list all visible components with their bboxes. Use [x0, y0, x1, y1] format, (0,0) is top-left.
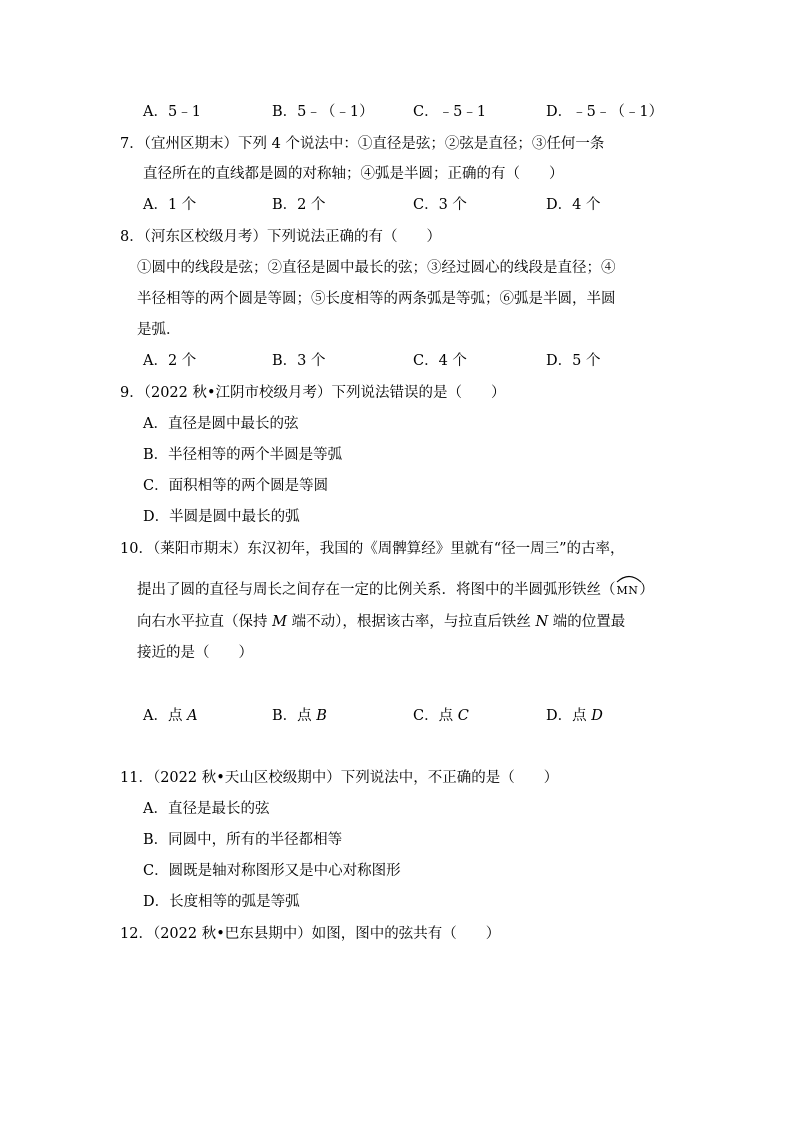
q10-option-b: [272, 706, 327, 726]
arc-mn: [616, 580, 640, 601]
q10-stem-line-3: [137, 612, 625, 632]
q10-stem-line-4: 接近的是（ ）: [137, 645, 253, 661]
q10-stem-line-3-part-c: 端的位置最: [548, 614, 626, 630]
q8-option-a: A．2 个: [143, 353, 197, 369]
q8-stem-line-2: ①圆中的线段是弦；②直径是圆中最长的弦；③经过圆心的线段是直径；④: [137, 260, 616, 276]
q8-option-b: B．3 个: [272, 353, 326, 369]
q7-stem-line-2: 直径所在的直线都是圆的对称轴；④弧是半圆；正确的有（ ）: [143, 166, 564, 182]
q7-option-c: C．3 个: [413, 197, 467, 213]
q9-option-b: B．半径相等的两个半圆是等弧: [143, 447, 343, 463]
q10-option-c-var: C: [457, 708, 469, 724]
var-n: N: [535, 614, 549, 630]
q11-option-b: B．同圆中，所有的半径都相等: [143, 832, 343, 848]
q10-option-d-var: D: [591, 708, 603, 724]
q7-option-b: B．2 个: [272, 197, 326, 213]
q6-option-c: C．﹣5﹣1: [413, 104, 487, 120]
q8-stem-line-4: 是弧．: [137, 322, 181, 338]
q8-option-c: C．4 个: [413, 353, 467, 369]
q9-option-c: C．面积相等的两个圆是等圆: [143, 478, 329, 494]
q10-option-b-prefix: B．点: [272, 708, 317, 724]
q8-stem-line-3: 半径相等的两个圆是等圆；⑤长度相等的两条弧是等弧；⑥弧是半圆，半圆: [137, 291, 616, 307]
q10-option-b-var: B: [316, 708, 327, 724]
q6-option-b: B．5﹣（﹣1）: [272, 104, 374, 120]
q7-stem-line-1: 7．（宜州区期末）下列 4 个说法中：①直径是弦；②弦是直径；③任何一条: [120, 136, 605, 152]
q11-option-c: C．圆既是轴对称图形又是中心对称图形: [143, 863, 401, 879]
q8-option-d: D．5 个: [546, 353, 601, 369]
q9-option-d: D．半圆是圆中最长的弧: [143, 509, 300, 525]
q10-stem-line-3-part-b: 端不动），根据该古率，与拉直后铁丝: [286, 614, 536, 630]
q9-option-a: A．直径是圆中最长的弦: [143, 416, 299, 432]
q10-option-a-var: A: [187, 708, 198, 724]
q10-option-c: [413, 706, 469, 726]
q6-option-d: D．﹣5﹣（﹣1）: [546, 104, 664, 120]
q10-option-a: [143, 706, 198, 726]
q10-option-c-prefix: C．点: [413, 708, 458, 724]
q10-option-a-prefix: A．点: [143, 708, 188, 724]
q10-stem-line-2-close: ）: [639, 582, 654, 598]
q10-stem-line-2: [137, 580, 654, 601]
q8-stem-line-1: 8．（河东区校级月考）下列说法正确的有（ ）: [120, 229, 441, 245]
q10-stem-line-2-text: 提出了圆的直径与周长之间存在一定的比例关系．将图中的半圆弧形铁丝（: [137, 582, 616, 598]
q10-stem-line-1: 10．（莱阳市期末）东汉初年，我国的《周髀算经》里就有“径一周三”的古率，: [120, 541, 625, 557]
arc-symbol-icon: [615, 571, 643, 583]
q10-option-d-prefix: D．点: [546, 708, 592, 724]
q11-stem: 11．（2022 秋•天山区校级期中）下列说法中，不正确的是（ ）: [120, 770, 559, 786]
q9-stem: 9．（2022 秋•江阴市校级月考）下列说法错误的是（ ）: [120, 385, 506, 401]
q11-option-d: D．长度相等的弧是等弧: [143, 894, 300, 910]
q7-option-d: D．4 个: [546, 197, 601, 213]
q12-stem: 12．（2022 秋•巴东县期中）如图，图中的弦共有（ ）: [120, 926, 501, 942]
q7-option-a: A．1 个: [143, 197, 197, 213]
arc-label: MN: [616, 584, 639, 597]
q11-option-a: A．直径是最长的弦: [143, 801, 270, 817]
q6-option-a: A．5﹣1: [143, 104, 201, 120]
q10-option-d: [546, 706, 603, 726]
var-m: M: [272, 614, 287, 630]
q10-stem-line-3-part-a: 向右水平拉直（保持: [137, 614, 273, 630]
